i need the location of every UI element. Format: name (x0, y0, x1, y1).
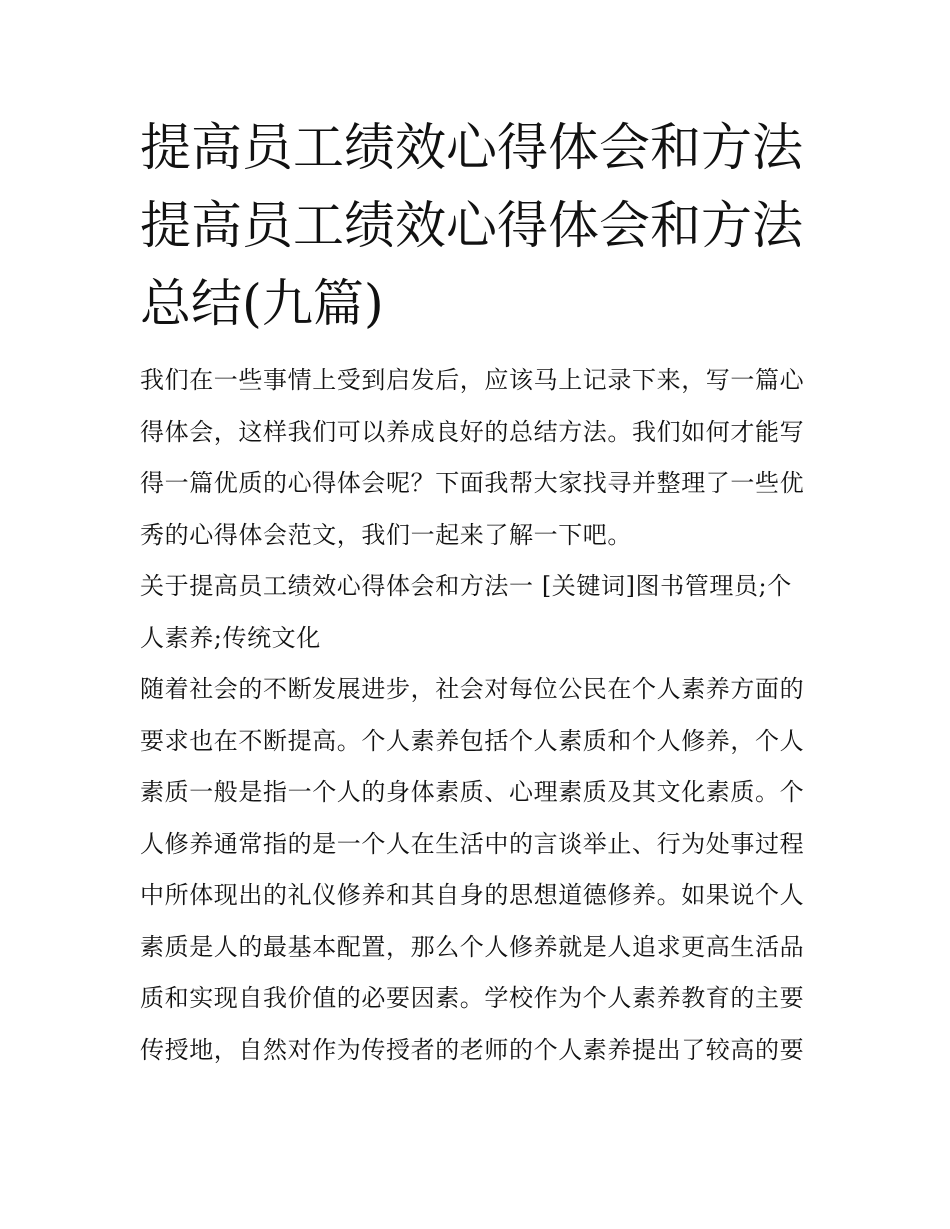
document-title (140, 110, 820, 344)
text-line: 中所体现出的礼仪修养和其自身的思想道德修养。如果说个人 (140, 881, 805, 909)
text-line: 得体会，这样我们可以养成良好的总结方法。我们如何才能写 (140, 417, 805, 446)
title-line: 提高员工绩效心得体会和方法 (140, 119, 804, 178)
text-line: 秀的心得体会范文，我们一起来了解一下吧。 (140, 520, 632, 549)
text-line: 素质是人的最基本配置，那么个人修养就是人追求更高生活品 (140, 932, 805, 961)
text-line: 关于提高员工绩效心得体会和方法一 [关键词]图书管理员;个 (140, 572, 792, 600)
section-heading (140, 561, 820, 664)
title-line: 提高员工绩效心得体会和方法 (140, 197, 804, 256)
text-line: 随着社会的不断发展进步，社会对每位公民在个人素养方面的 (140, 675, 805, 703)
intro-paragraph (140, 355, 820, 561)
title-line: 总结(九篇) (140, 275, 384, 334)
text-line: 质和实现自我价值的必要因素。学校作为个人素养教育的主要 (140, 984, 805, 1012)
text-line: 人素养;传统文化 (140, 623, 321, 652)
text-line: 得一篇优质的心得体会呢？下面我帮大家找寻并整理了一些优 (140, 469, 805, 497)
text-line: 我们在一些事情上受到启发后，应该马上记录下来，写一篇心 (140, 366, 805, 394)
text-line: 要求也在不断提高。个人素养包括个人素质和个人修养，个人 (140, 726, 805, 755)
text-line: 人修养通常指的是一个人在生活中的言谈举止、行为处事过程 (140, 829, 805, 858)
text-line: 素质一般是指一个人的身体素质、心理素质及其文化素质。个 (140, 778, 805, 806)
document-body (140, 355, 820, 1076)
body-paragraph (140, 664, 820, 1076)
text-line: 传授地，自然对作为传授者的老师的个人素养提出了较高的要 (140, 1035, 805, 1064)
